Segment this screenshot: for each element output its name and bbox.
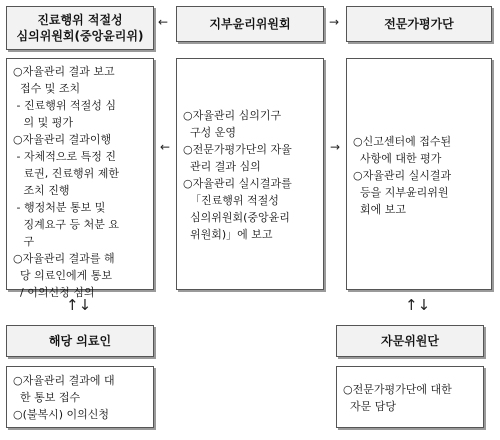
middle-header-label: 지부윤리위원회 [209,17,291,31]
right-arrow-top: → [329,15,340,29]
left-arrow-mid: ← [160,140,171,154]
left-line: 의 및 평가 [13,116,73,129]
bottom-right-line: ○전문가평가단에 대한 [343,383,452,396]
left-header-line: 심의위원회(중앙윤리위) [16,29,144,43]
right-line: ○신고센터에 접수된 [353,134,452,148]
left-line: 징계요구 등 처분 요 [13,218,119,231]
bottom-left-line: ○(불복시) 이의신청 [13,407,110,421]
middle-line: 위원회)」에 보고 [183,228,273,241]
left-line: 구 [13,235,35,248]
middle-line: ○전문가평가단의 자율 [183,143,292,156]
bottom-right-header-label: 자문위원단 [381,334,439,348]
bottom-right-body [336,366,484,428]
bottom-left-line: 한 통보 접수 [13,390,81,404]
middle-line: 「진료행위 적절성 [183,194,279,207]
bottom-left-header-label: 해당 의료인 [48,334,112,348]
left-vertical-arrows: ↑↓ [66,296,92,314]
right-header-label: 전문가평가단 [384,17,454,31]
right-arrow-mid: → [330,140,341,154]
left-header [6,6,154,50]
right-body [346,58,492,290]
bottom-right-line: 자문 담당 [343,400,396,413]
middle-line: 관리 결과 심의 [183,160,261,173]
left-line: - 자체적으로 특정 진 [13,150,116,163]
middle-header [176,6,324,42]
right-header [346,6,492,42]
middle-body [176,58,324,290]
left-arrow-top: ← [158,15,169,29]
middle-line: 심의위원회(중앙윤리 [183,211,290,224]
bottom-left-header [6,325,154,357]
left-line: 조치 진행 [13,184,70,197]
left-body [6,58,154,299]
left-line: ○자율관리 결과 보고 [13,65,115,78]
bottom-left-line: ○자율관리 결과에 대 [13,373,115,387]
left-line: / 이의신청 심의 [13,286,95,299]
left-line: 접수 및 조치 [13,82,81,95]
left-line: 당 의료인에게 통보 [13,269,112,282]
right-line: ○자율관리 실시결과 [353,168,452,182]
left-line: ○자율관리 결과이행 [13,133,112,146]
left-line: ○자율관리 결과를 해 [13,252,115,265]
left-header-line: 진료행위 적절성 [37,13,123,27]
middle-line: ○자율관리 실시결과를 [183,177,292,190]
right-line: 사항에 대한 평가 [353,151,442,165]
bottom-right-header [336,325,484,357]
right-line: 회에 보고 [353,202,406,216]
middle-line: ○자율관리 심의기구 [183,109,282,122]
left-line: - 진료행위 적절성 심 [13,99,116,112]
bottom-left-body [6,366,154,428]
left-line: - 행정처분 통보 및 [13,201,106,214]
right-vertical-arrows: ↑↓ [405,296,431,314]
middle-line: 구성 운영 [183,126,236,139]
left-line: 료권, 진료행위 제한 [13,167,119,180]
right-line: 등을 지부윤리위원 [353,185,449,199]
